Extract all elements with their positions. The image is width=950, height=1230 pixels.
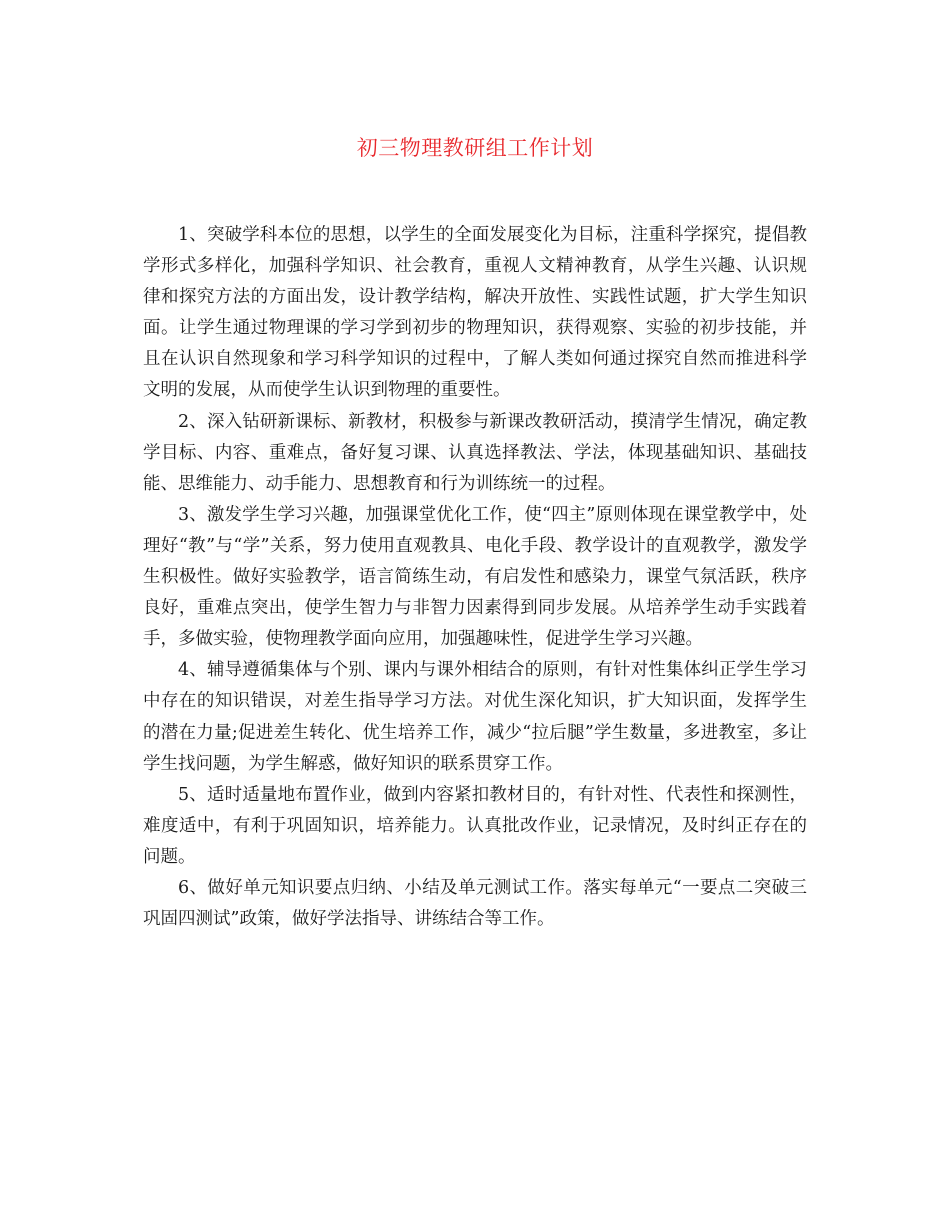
- paragraph-6: 6、做好单元知识要点归纳、小结及单元测试工作。落实每单元“一要点二突破三巩固四测试”政策，做好学法指导、讲练结合等工作。: [143, 877, 807, 930]
- paragraph-4: 4、辅导遵循集体与个别、课内与课外相结合的原则，有针对性集体纠正学生学习中存在的知识错误，对差生指导学习方法。对优生深化知识，扩大知识面，发挥学生的潜在力量;促进差生转化、优生培养工作，减少“拉后腿”学生数量，多进教室，多让学生找问题，为学生解惑，做好知识的联系贯穿工作。: [143, 660, 807, 774]
- document-title: 初三物理教研组工作计划: [356, 136, 594, 160]
- paragraph-5: 5、适时适量地布置作业，做到内容紧扣教材目的，有针对性、代表性和探测性，难度适中，有利于巩固知识，培养能力。认真批改作业，记录情况，及时纠正存在的问题。: [143, 784, 807, 867]
- document-body: [143, 220, 807, 935]
- paragraph-3: 3、激发学生学习兴趣，加强课堂优化工作，使“四主”原则体现在课堂教学中，处理好“教”与“学”关系，努力使用直观教具、电化手段、教学设计的直观教学，激发学生积极性。做好实验教学，语言简练生动，有启发性和感染力，课堂气氛活跃，秩序良好，重难点突出，使学生智力与非智力因素得到同步发展。从培养学生动手实践着手，多做实验，使物理教学面向应用，加强趣味性，促进学生学习兴趣。: [143, 504, 807, 650]
- paragraph-1: 1、突破学科本位的思想，以学生的全面发展变化为目标，注重科学探究，提倡教学形式多样化，加强科学知识、社会教育，重视人文精神教育，从学生兴趣、认识规律和探究方法的方面出发，设计教学结构，解决开放性、实践性试题，扩大学生知识面。让学生通过物理课的学习学到初步的物理知识，获得观察、实验的初步技能，并且在认识自然现象和学习科学知识的过程中，了解人类如何通过探究自然而推进科学文明的发展，从而使学生认识到物理的重要性。: [143, 225, 807, 401]
- paragraph-2: 2、深入钻研新课标、新教材，积极参与新课改教研活动，摸清学生情况，确定教学目标、内容、重难点，备好复习课、认真选择教法、学法，体现基础知识、基础技能、思维能力、动手能力、思想教育和行为训练统一的过程。: [143, 411, 807, 494]
